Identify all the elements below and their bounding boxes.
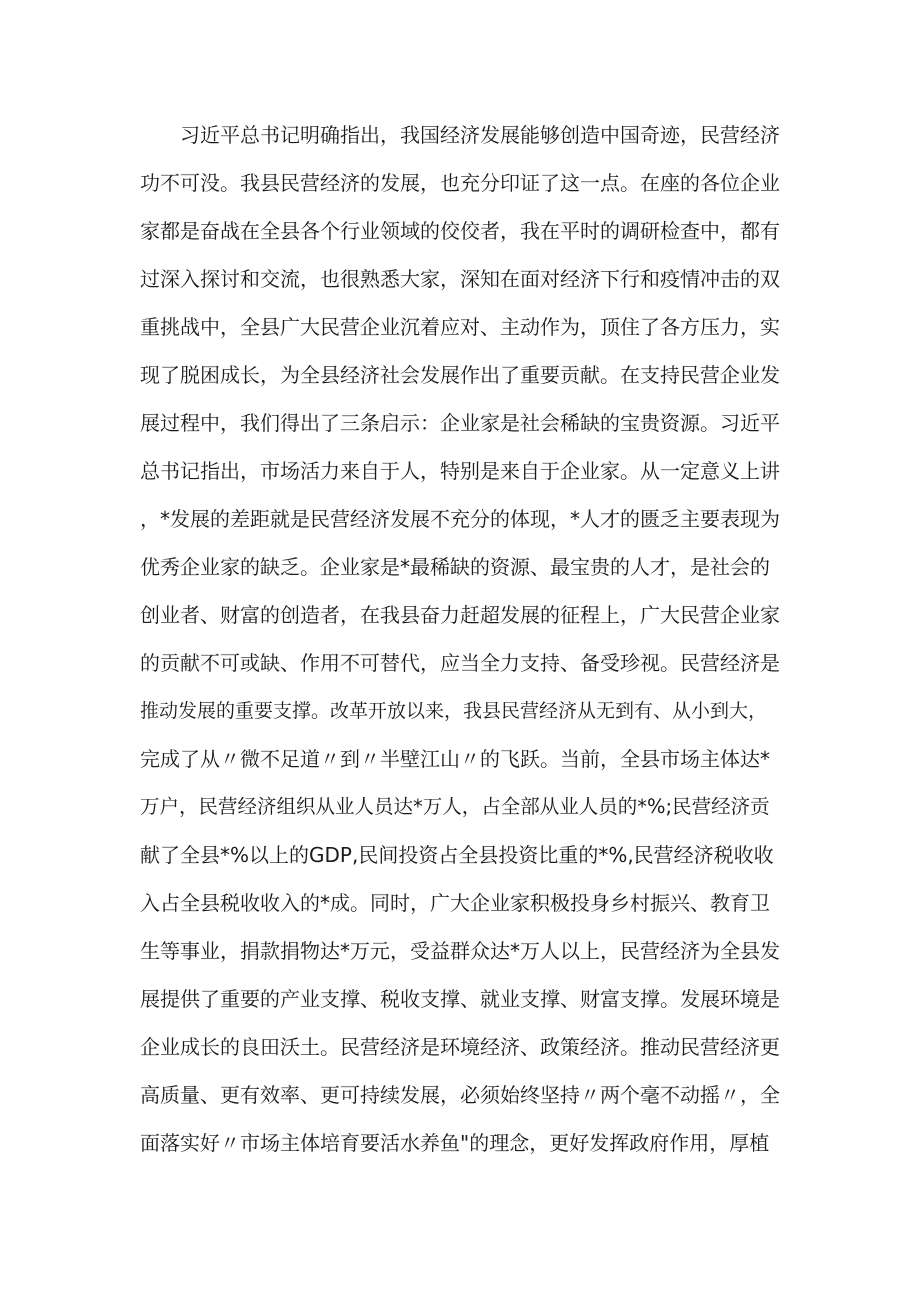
text-line-10: 优秀企业家的缺乏。企业家是*最稀缺的资源、最宝贵的人才，是社会的 — [140, 555, 770, 579]
text-line-16: 献了全县*%以上的GDP,民间投资占全县投资比重的*%,民营经济税收收 — [140, 843, 774, 867]
text-line-12: 的贡献不可或缺、作用不可替代，应当全力支持、备受珍视。民营经济是 — [140, 651, 780, 675]
text-line-1: 习近平总书记明确指出，我国经济发展能够创造中国奇迹，民营经济 — [140, 123, 780, 147]
text-line-3: 家都是奋战在全县各个行业领域的佼佼者，我在平时的调研检查中，都有 — [140, 219, 780, 243]
text-line-22: 面落实好〃市场主体培育要活水养鱼"的理念，更好发挥政府作用，厚植 — [140, 1131, 770, 1155]
text-line-8: 总书记指出，市场活力来自于人，特别是来自于企业家。从一定意义上讲 — [140, 459, 780, 483]
text-line-11: 创业者、财富的创造者，在我县奋力赶超发展的征程上，广大民营企业家 — [140, 603, 780, 627]
text-line-14: 完成了从〃微不足道〃到〃半壁江山〃的飞跃。当前，全县市场主体达* — [140, 747, 770, 771]
text-line-17: 入占全县税收收入的*成。同时，广大企业家积极投身乡村振兴、教育卫 — [140, 891, 770, 915]
text-line-18: 生等事业，捐款捐物达*万元，受益群众达*万人以上，民营经济为全县发 — [140, 939, 780, 963]
text-line-21: 高质量、更有效率、更可持续发展，必须始终坚持〃两个毫不动摇〃，全 — [140, 1083, 780, 1107]
text-line-7: 展过程中，我们得出了三条启示：企业家是社会稀缺的宝贵资源。习近平 — [140, 411, 780, 435]
text-line-6: 现了脱困成长，为全县经济社会发展作出了重要贡献。在支持民营企业发 — [140, 363, 780, 387]
text-line-19: 展提供了重要的产业支撑、税收支撑、就业支撑、财富支撑。发展环境是 — [140, 987, 780, 1011]
body-paragraph — [140, 111, 780, 1167]
text-line-15: 万户，民营经济组织从业人员达*万人，占全部从业人员的*%;民营经济贡 — [140, 795, 770, 818]
text-line-13: 推动发展的重要支撑。改革开放以来，我县民营经济从无到有、从小到大， — [140, 700, 768, 722]
text-line-20: 企业成长的良田沃土。民营经济是环境经济、政策经济。推动民营经济更 — [140, 1035, 780, 1059]
text-line-9: ，*发展的差距就是民营经济发展不充分的体现，*人才的匮乏主要表现为 — [140, 507, 780, 531]
text-line-2: 功不可没。我县民营经济的发展，也充分印证了这一点。在座的各位企业 — [140, 171, 780, 195]
text-line-4: 过深入探讨和交流，也很熟悉大家，深知在面对经济下行和疫情冲击的双 — [140, 267, 780, 291]
text-line-5: 重挑战中，全县广大民营企业沉着应对、主动作为，顶住了各方压力，实 — [140, 315, 780, 339]
